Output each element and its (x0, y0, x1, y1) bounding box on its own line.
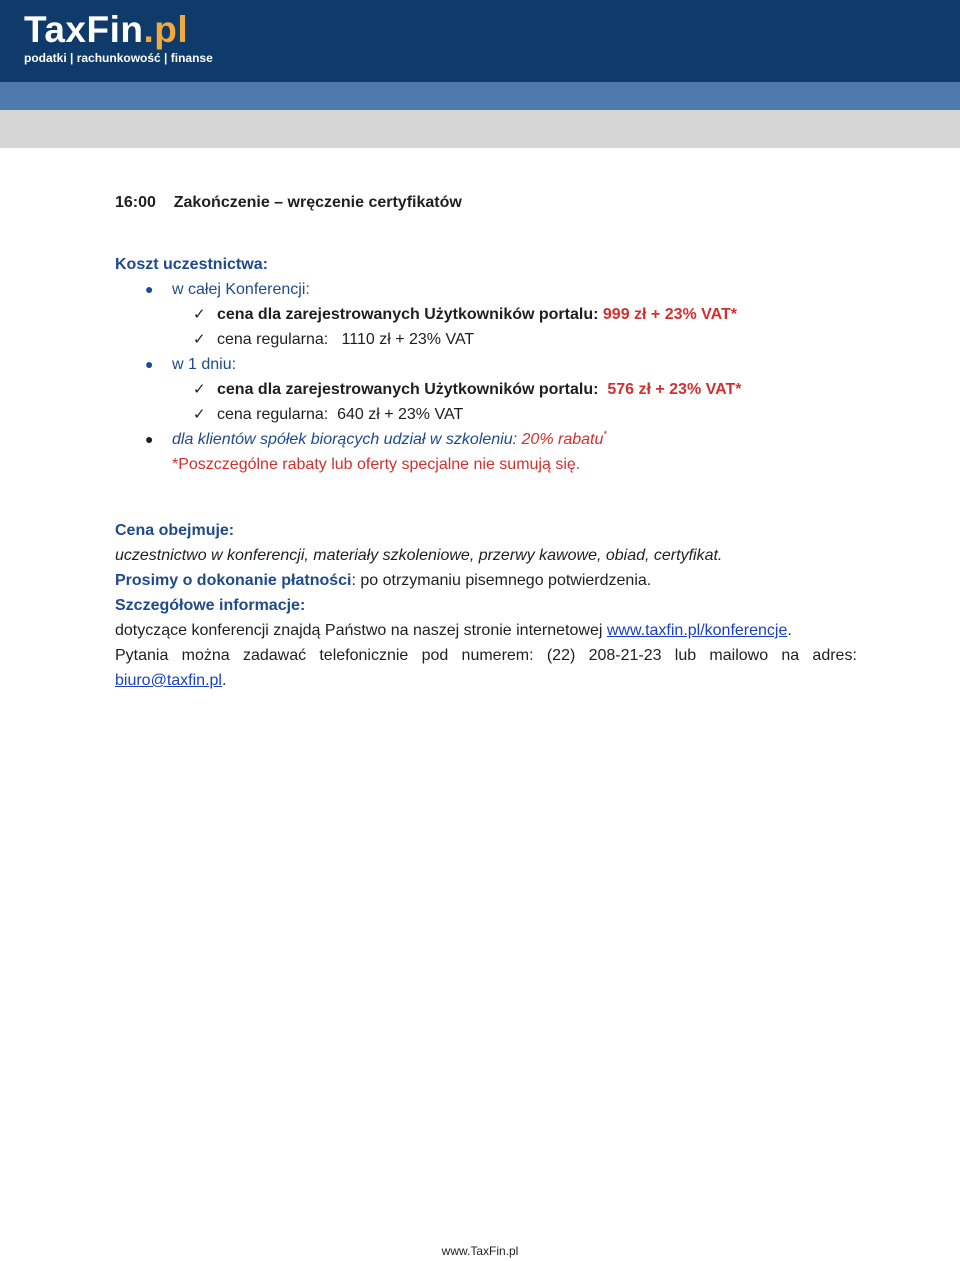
closing-text: Zakończenie – wręczenie certyfikatów (173, 194, 462, 211)
one-day-registered-price (115, 377, 857, 402)
document-body (115, 190, 857, 693)
questions-word: adres: (812, 647, 857, 664)
one-day-regular-value: 640 zł + 23% VAT (337, 406, 464, 423)
logo-main-text: TaxFin (24, 9, 144, 50)
details-line (115, 618, 857, 643)
bullet-icon: ● (145, 281, 154, 297)
payment-text: : po otrzymaniu pisemnego potwierdzenia. (351, 572, 652, 589)
footer-url: www.TaxFin.pl (441, 1244, 519, 1258)
email-line (115, 668, 857, 693)
bullet-icon: ● (145, 356, 154, 372)
one-day-registered-text: cena dla zarejestrowanych Użytkowników portalu: (217, 381, 599, 398)
email-end: . (221, 672, 227, 689)
header-grey-bar (0, 110, 960, 148)
one-day-label: w 1 dniu: (172, 356, 237, 373)
header-accent-bar (0, 82, 960, 110)
one-day-registered-value: 576 zł + 23% VAT* (607, 381, 742, 398)
includes-heading: Cena obejmuje: (115, 522, 235, 539)
one-day-regular-text: cena regularna: (217, 406, 329, 423)
cost-heading: Koszt uczestnictwa: (115, 256, 268, 273)
details-text: dotyczące konferencji znajdą Państwo na naszej stronie internetowej (115, 622, 603, 639)
questions-word: (22) (546, 647, 576, 664)
questions-word: zadawać (242, 647, 307, 664)
whole-regular-text: cena regularna: (217, 331, 329, 348)
email-link[interactable]: biuro@taxfin.pl (115, 672, 222, 689)
taxfin-logo[interactable] (24, 10, 213, 65)
checkmark-icon: ✓ (193, 406, 206, 423)
discount-mark: * (603, 429, 608, 441)
header-bar (0, 0, 960, 82)
questions-word: na (781, 647, 800, 664)
questions-line (115, 643, 857, 668)
checkmark-icon: ✓ (193, 306, 206, 323)
questions-word: 208-21-23 (588, 647, 662, 664)
whole-registered-value: 999 zł + 23% VAT* (602, 306, 738, 323)
bullet-icon: ● (145, 431, 154, 447)
questions-word: lub (674, 647, 697, 664)
questions-word: telefonicznie (319, 647, 409, 664)
whole-registered-text: cena dla zarejestrowanych Użytkowników portalu: (217, 306, 599, 323)
payment-line (115, 568, 857, 593)
logo-tagline: podatki | rachunkowość | finanse (24, 51, 213, 65)
one-day-item (115, 352, 857, 377)
whole-regular-value: 1110 zł + 23% VAT (341, 331, 475, 348)
payment-label: Prosimy o dokonanie płatności (115, 572, 352, 589)
whole-regular-price (115, 327, 857, 352)
questions-word: mailowo (709, 647, 769, 664)
questions-word: można (181, 647, 230, 664)
logo-tld: .pl (143, 9, 189, 50)
one-day-regular-price (115, 402, 857, 427)
discount-item (115, 427, 857, 452)
whole-registered-price (115, 302, 857, 327)
whole-label: w całej Konferencji: (172, 281, 310, 298)
details-heading: Szczegółowe informacje: (115, 597, 306, 614)
whole-conference-item (115, 277, 857, 302)
questions-word: numerem: (461, 647, 534, 664)
closing-line (115, 190, 857, 215)
questions-word: pod (421, 647, 449, 664)
discount-text: dla klientów spółek biorących udział w szkoleniu: (172, 431, 518, 448)
discount-note: *Poszczególne rabaty lub oferty specjalne nie sumują się. (172, 456, 581, 473)
includes-text: uczestnictwo w konferencji, materiały szkoleniowe, przerwy kawowe, obiad, certyfikat. (115, 547, 723, 564)
questions-word: Pytania (115, 647, 169, 664)
closing-time: 16:00 (115, 194, 156, 211)
details-link-end: . (787, 622, 792, 639)
discount-value: 20% rabatu (521, 431, 604, 448)
checkmark-icon: ✓ (193, 331, 206, 348)
checkmark-icon: ✓ (193, 381, 206, 398)
conference-link[interactable]: www.taxfin.pl/konferencje (606, 622, 788, 639)
